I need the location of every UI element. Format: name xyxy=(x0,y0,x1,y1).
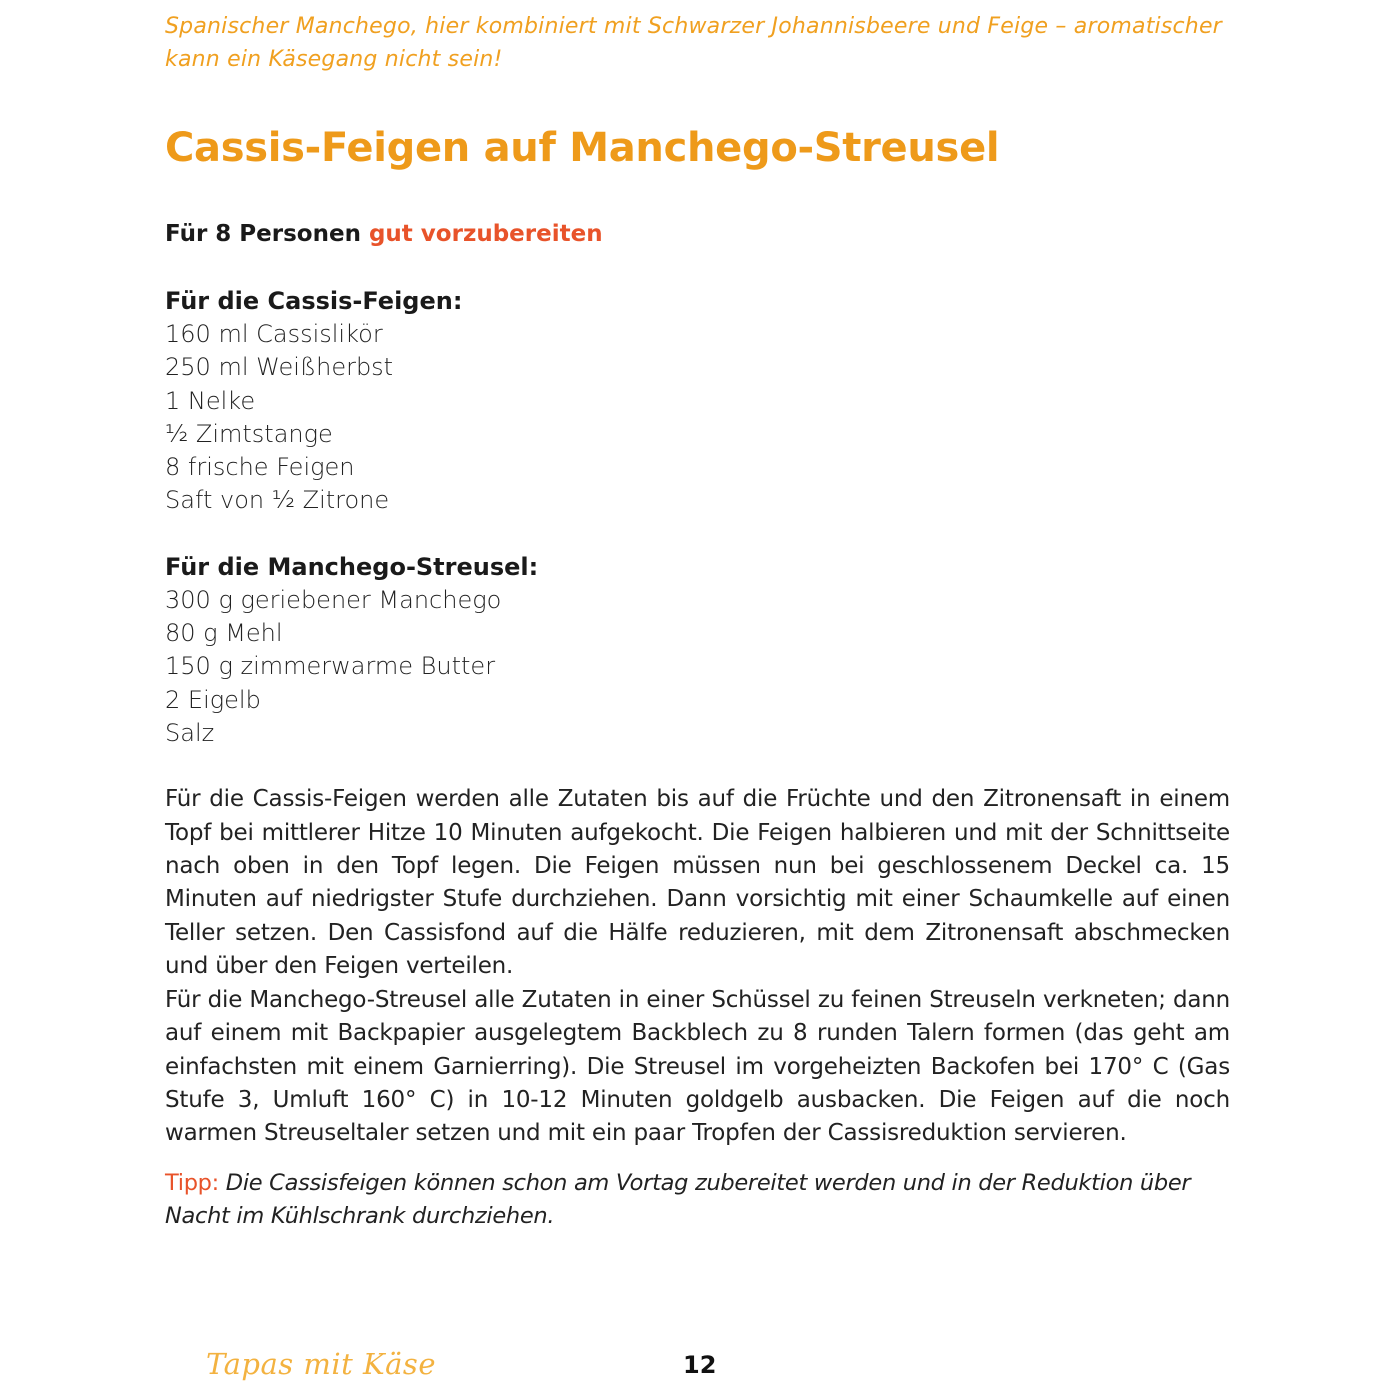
method-paragraph: Für die Cassis-Feigen werden alle Zutaten bis auf die Früchte und den Zitronensaft in einem Topf bei mittlerer Hitze 10 Minuten aufgekocht. Die Feigen halbieren und mit der Schnittseite nach oben in den Topf legen. Die Feigen müssen nun bei geschlossenem Deckel ca. 15 Minuten auf niedrigster Stufe durchziehen. Dann vorsichtig mit einer Schaumkelle auf einen Teller setzen. Den Cassisfond auf die Hälfe reduzieren, mit dem Zitronensaft abschmecken und über den Feigen verteilen. xyxy=(165,786,1230,980)
ingredient-item: 8 frische Feigen xyxy=(165,453,355,482)
ingredient-list xyxy=(165,584,1230,750)
ingredient-item: 150 g zimmerwarme Butter xyxy=(165,652,496,681)
ingredient-item: Saft von ½ Zitrone xyxy=(165,486,390,515)
method-text xyxy=(165,783,1230,1150)
ingredient-item: 2 Eigelb xyxy=(165,685,261,714)
section-heading: Für die Manchego-Streusel: xyxy=(165,552,539,581)
method-paragraph: Für die Manchego-Streusel alle Zutaten in einer Schüssel zu feinen Streuseln verkneten; dann auf einem mit Backpapier ausgelegtem Backblech zu 8 runden Talern formen (das geht am einfachsten mit einem Garnierring). Die Streusel im vorgeheizten Backofen bei 170° C (Gas Stufe 3, Umluft 160° C) in 10-12 Minuten goldgelb ausbacken. Die Feigen auf die noch warmen Streuseltaler setzen und mit ein paar Tropfen der Cassisreduktion servieren. xyxy=(165,986,1230,1147)
tip-box xyxy=(165,1167,1230,1233)
ingredients-section-streusel xyxy=(165,551,1230,750)
ingredient-item: Salz xyxy=(165,718,215,747)
intro-text: Spanischer Manchego, hier kombiniert mit Schwarzer Johannisbeere und Feige – aromatischer kann ein Käsegang nicht sein! xyxy=(165,14,1222,72)
ingredient-item: 160 ml Cassislikör xyxy=(165,320,383,348)
ingredient-item: 1 Nelke xyxy=(165,386,256,415)
ingredient-item: 300 g geriebener Manchego xyxy=(165,585,502,614)
footer-brand: Tapas mit Käse xyxy=(206,1347,436,1381)
ingredient-list xyxy=(165,318,1230,518)
section-heading: Für die Cassis-Feigen: xyxy=(165,287,463,315)
tip-text: Die Cassisfeigen können schon am Vortag zubereitet werden und in der Reduktion über Nacht im Kühlschrank durchziehen. xyxy=(165,1169,1191,1229)
servings-label: Für 8 Personen xyxy=(165,221,361,247)
ingredient-item: 80 g Mehl xyxy=(165,619,283,648)
servings-line xyxy=(165,218,1230,251)
page-number: 12 xyxy=(683,1351,717,1379)
recipe-title: Cassis-Feigen auf Manchego-Streusel xyxy=(165,125,1000,171)
ingredients-section-figs xyxy=(165,285,1230,518)
prep-note: gut vorzubereiten xyxy=(368,221,603,247)
ingredient-item: 250 ml Weißherbst xyxy=(165,353,394,382)
tip-label: Tipp: xyxy=(165,1169,219,1196)
ingredient-item: ½ Zimtstange xyxy=(165,419,333,448)
recipe-page xyxy=(165,10,1230,1233)
